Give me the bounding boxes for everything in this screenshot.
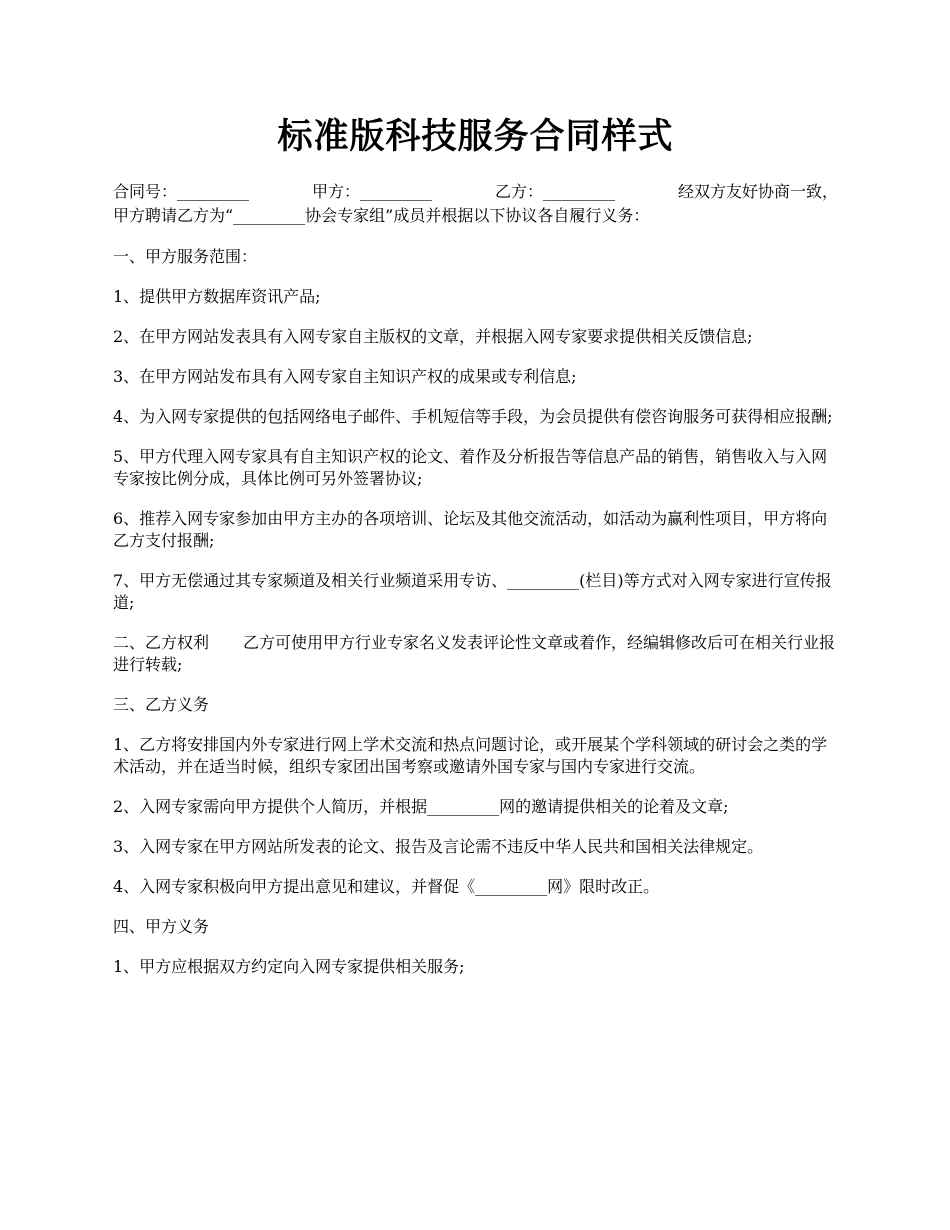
intro-line-1: [113, 180, 838, 204]
intro-line-2: 甲方聘请乙方为“_________协会专家组”成员并根据以下协议各自履行义务：: [113, 206, 650, 225]
section-1-item: 3、在甲方网站发布具有入网专家自主知识产权的成果或专利信息;: [113, 367, 577, 386]
section-3-item: 2、入网专家需向甲方提供个人简历，并根据_________网的邀请提供相关的论着及文章;: [113, 797, 729, 816]
contract-number: 合同号：_________: [113, 182, 250, 201]
intro-block: [113, 180, 838, 228]
document-title: 标准版科技服务合同样式: [277, 116, 674, 157]
section-1-item: 7、甲方无偿通过其专家频道及相关行业频道采用专访、_________(栏目)等方式对入网专家进行宣传报道;: [113, 571, 832, 612]
section-3-item: 4、入网专家积极向甲方提出意见和建议，并督促《_________网》限时改正。: [113, 877, 660, 896]
consensus-text: 经双方友好协商一致，: [677, 182, 838, 201]
section-1-heading: 一、甲方服务范围：: [113, 247, 258, 266]
section-4-heading: 四、甲方义务: [113, 917, 210, 936]
section-2-heading: 二、乙方权利: [113, 633, 210, 652]
section-2-text: 乙方可使用甲方行业专家名义发表评论性文章或着作，经编辑修改后可在相关行业报进行转载;: [113, 633, 836, 674]
section-2-paragraph: [113, 632, 838, 676]
section-1-item: 1、提供甲方数据库资讯产品;: [113, 287, 321, 306]
section-1-item: 4、为入网专家提供的包括网络电子邮件、手机短信等手段，为会员提供有偿咨询服务可获得相应报酬;: [113, 407, 833, 426]
party-a-field: 甲方：_________: [311, 182, 432, 201]
section-3-heading: 三、乙方义务: [113, 695, 210, 714]
section-4-item: 1、甲方应根据双方约定向入网专家提供相关服务;: [113, 957, 465, 976]
document-page: [113, 0, 838, 978]
section-3-item: 3、入网专家在甲方网站所发表的论文、报告及言论需不违反中华人民共和国相关法律规定。: [113, 837, 764, 856]
party-b-field: 乙方：_________: [494, 182, 615, 201]
section-1-item: 2、在甲方网站发表具有入网专家自主版权的文章，并根据入网专家要求提供相关反馈信息;: [113, 327, 753, 346]
section-1-item: 5、甲方代理入网专家具有自主知识产权的论文、着作及分析报告等信息产品的销售，销售收入与入网专家按比例分成，具体比例可另外签署协议;: [113, 447, 828, 488]
section-1-item: 6、推荐入网专家参加由甲方主办的各项培训、论坛及其他交流活动，如活动为赢利性项目，甲方将向乙方支付报酬;: [113, 509, 828, 550]
section-3-item: 1、乙方将安排国内外专家进行网上学术交流和热点问题讨论，或开展某个学科领域的研讨会之类的学术活动，并在适当时候，组织专家团出国考察或邀请外国专家与国内专家进行交流。: [113, 735, 828, 776]
